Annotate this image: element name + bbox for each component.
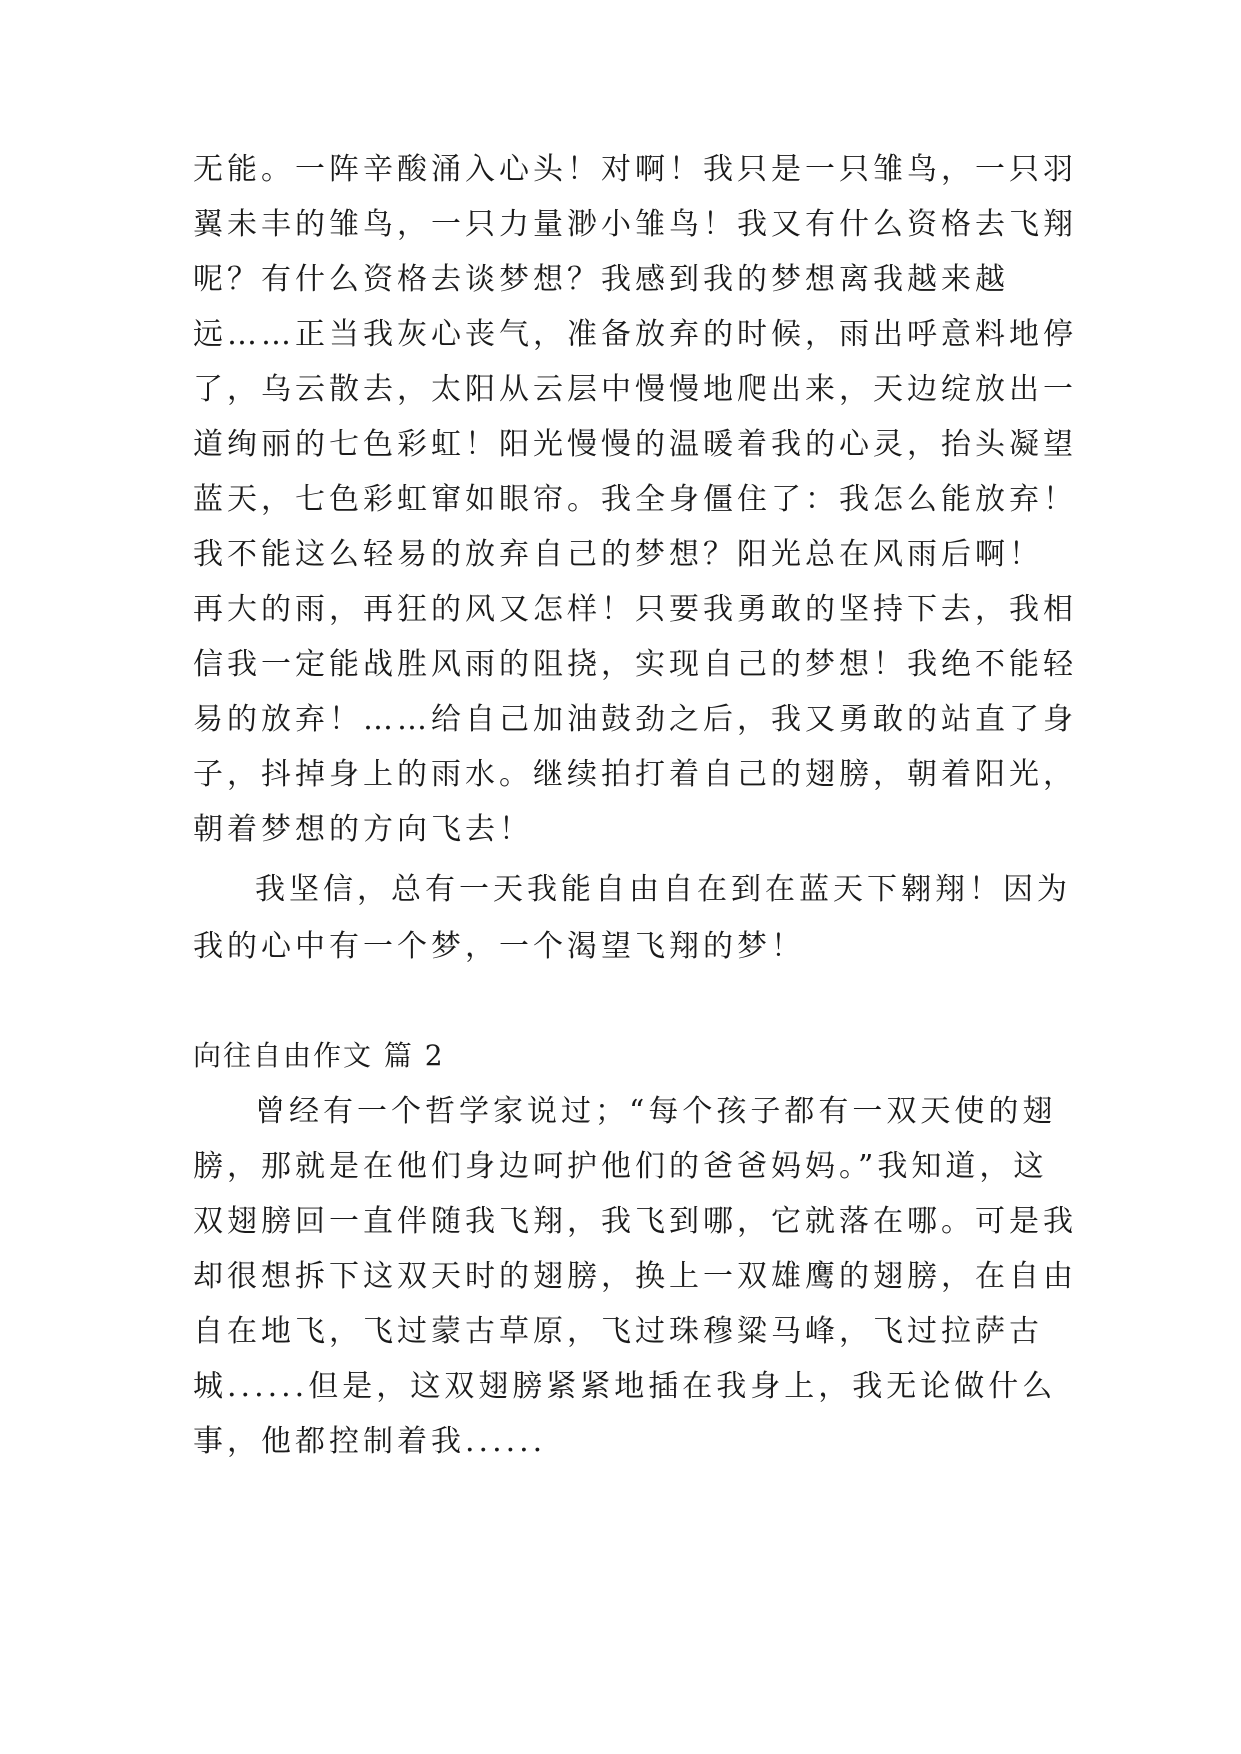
text-line: 道绚丽的七色彩虹！阳光慢慢的温暖着我的心灵，抬头凝望 (193, 427, 1077, 462)
text-line: 我的心中有一个梦，一个渴望飞翔的梦！ (193, 929, 805, 964)
text-line: 事，他都控制着我...... (193, 1424, 547, 1459)
text-line: 自在地飞，飞过蒙古草原，飞过珠穆粱马峰，飞过拉萨古 (193, 1314, 1043, 1349)
text-line: 了，乌云散去，太阳从云层中慢慢地爬出来，天边绽放出一 (193, 372, 1077, 407)
text-line: 我不能这么轻易的放弃自己的梦想？阳光总在风雨后啊！ (193, 537, 1043, 572)
text-line: 信我一定能战胜风雨的阻挠，实现自己的梦想！我绝不能轻 (193, 647, 1077, 682)
text-line: 我坚信，总有一天我能自由自在到在蓝天下翱翔！因为 (255, 872, 1071, 907)
text-line: 曾经有一个哲学家说过；“每个孩子都有一双天使的翅 (255, 1094, 1057, 1129)
text-line: 远……正当我灰心丧气，准备放弃的时候，雨出呼意料地停 (193, 317, 1077, 352)
text-line: 无能。一阵辛酸涌入心头！对啊！我只是一只雏鸟，一只羽 (193, 152, 1077, 187)
text-line: 呢？有什么资格去谈梦想？我感到我的梦想离我越来越 (193, 262, 1009, 297)
text-line: 膀，那就是在他们身边呵护他们的爸爸妈妈。”我知道，这 (193, 1149, 1048, 1184)
section-title: 向往自由作文 篇 2 (193, 1039, 445, 1072)
text-line: 城......但是，这双翅膀紧紧地插在我身上，我无论做什么 (193, 1369, 1057, 1404)
text-line: 再大的雨，再狂的风又怎样！只要我勇敢的坚持下去，我相 (193, 592, 1077, 627)
text-line: 蓝天，七色彩虹窜如眼帘。我全身僵住了：我怎么能放弃！ (193, 482, 1077, 517)
text-line: 翼未丰的雏鸟，一只力量渺小雏鸟！我又有什么资格去飞翔 (193, 207, 1077, 242)
text-line: 朝着梦想的方向飞去！ (193, 812, 533, 847)
text-line: 子，抖掉身上的雨水。继续拍打着自己的翅膀，朝着阳光， (193, 757, 1077, 792)
text-line: 易的放弃！……给自己加油鼓劲之后，我又勇敢的站直了身 (193, 702, 1077, 737)
text-line: 双翅膀回一直伴随我飞翔，我飞到哪，它就落在哪。可是我 (193, 1204, 1077, 1239)
text-line: 却很想拆下这双天时的翅膀，换上一双雄鹰的翅膀，在自由 (193, 1259, 1077, 1294)
